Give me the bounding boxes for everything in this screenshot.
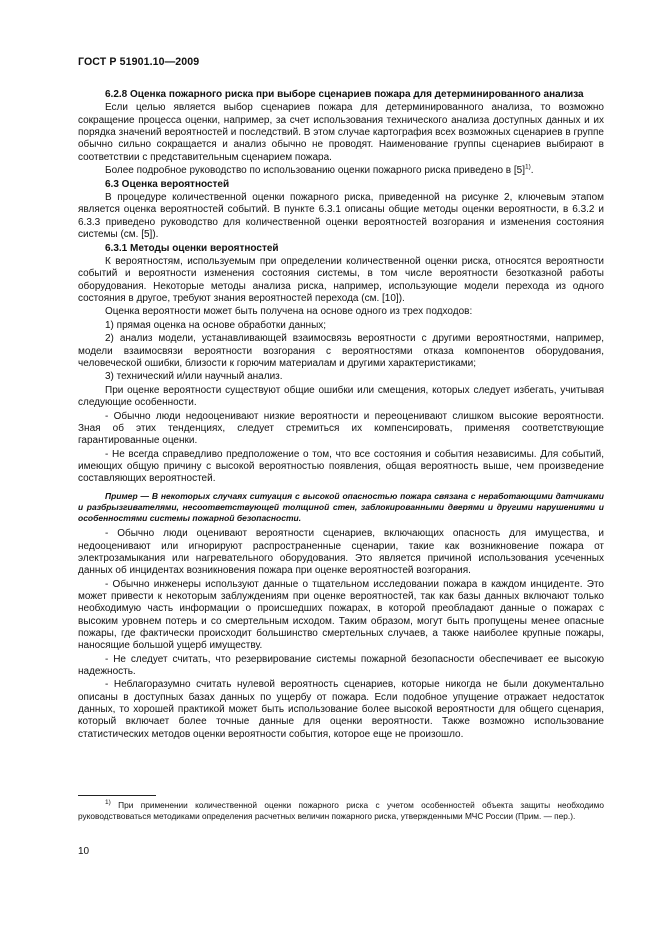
paragraph: В процедуре количественной оценки пожарного риска, приведенной на рисунке 2, ключевым этапом является оценка вероятностей событий. В пункте 6.3.1 описаны общие методы оценки вероятности, в 6.3.2 и 6.3.3 приведено руководство для количественной оценки вероятностей возгорания и изменения состояния системы (см. [5]). (78, 192, 604, 241)
dash-item: - Обычно инженеры используют данные о тщательном исследовании пожара в каждом инциденте. Это может привести к некоторым заблуждениям при оценке вероятностей, так как базы данных включают только необходимую часть информации о происшедших пожарах, в которой преобладают данные о пожарах с высоким уровнем потерь и со смертельным исходом. Таким образом, могут быть пропущены менее опасные пожары, где фактически происходит большинство смертельных случаев, а также наиболее крупные пожары, наносящие большой ущерб имуществу. (78, 578, 604, 652)
list-item: 2) анализ модели, устанавливающей взаимосвязь вероятности с другими вероятностями, например, модели взаимосвязи вероятности возгорания с вероятностями отказа компонентов оборудования, человеческой ошибки, близости к горючим материалам и другими характеристиками; (78, 333, 604, 369)
page-number: 10 (78, 846, 90, 857)
section-heading-6-2-8: 6.2.8 Оценка пожарного риска при выборе сценариев пожара для детерминированного анализа (105, 89, 584, 100)
dash-item: - Не всегда справедливо предположение о том, что все состояния и события независимы. Для событий, имеющих общую причину с высокой вероятностью появления, общая вероятность выше, чем произведение составляющих вероятностей. (78, 448, 604, 485)
document-header: ГОСТ Р 51901.10—2009 (78, 56, 200, 68)
list-item: 1) прямая оценка на основе обработки данных; (105, 319, 327, 331)
dash-item: - Неблагоразумно считать нулевой вероятность сценариев, которые никогда не были документально описаны в доступных базах данных по ущербу от пожара. Если подобное упущение отражает недостаток данных, то хорошей практикой может быть использование более высокой вероятности для общего сценария, который включает более точные данные для оценки вероятности. Также возможно использование статистических методов оценки вероятности события, которое еще не произошло. (78, 679, 604, 740)
list-item: 3) технический и/или научный анализ. (105, 371, 283, 383)
dash-item: - Обычно люди недооценивают низкие вероятности и переоценивают слишком высокие вероятности. Зная об этих тенденциях, следует стремиться их компенсировать, применяя соответствующие гарантированные оценки. (78, 410, 604, 447)
footnote-text: При применении количественной оценки пожарного риска с учетом особенностей объекта защиты необходимо руководствоваться методиками определения расчетных величин пожарного риска, утвержденными МЧС России (Прим. — пер.). (78, 800, 604, 822)
paragraph-text: Более подробное руководство по использованию оценки пожарного риска приведено в [5] (105, 165, 526, 177)
dash-item: - Обычно люди оценивают вероятности сценариев, включающих опасность для имущества, и недооценивают или игнорируют распространенные сценарии, такие как возникновение пожара от электрозамыкания или нагревательного оборудования. Это является причиной использования усеченных данных об инцидентах возникновения пожара при оценке вероятностей возгорания. (78, 528, 604, 577)
footnote-ref: 1) (525, 163, 531, 171)
section-heading-6-3-1: 6.3.1 Методы оценки вероятностей (105, 242, 279, 254)
footnote (78, 800, 604, 822)
paragraph: Оценка вероятности может быть получена на основе одного из трех подходов: (105, 306, 473, 318)
dash-item: - Не следует считать, что резервирование системы пожарной безопасности обеспечивает ее высокую надежность. (78, 653, 604, 677)
example-note: Пример — В некоторых случаях ситуация с высокой опасностью пожара связана с неработающими датчиками и разбрызгивателями, несоответствующей толщиной стен, заблокированными дверями и другими нарушениями и особенностями системы пожарной безопасности. (78, 490, 604, 524)
footnote-mark: 1) (105, 799, 111, 807)
document-body (78, 89, 604, 742)
paragraph: Если целью является выбор сценариев пожара для детерминированного анализа, то возможно сокращение процесса оценки, например, за счет использования технического анализа доступных данных и их порядка значений вероятностей и последствий. В этом случае картография всех возможных сценариев в группе обычно сильно сокращается и анализ обычно не проводят. Наименование группы сценариев выбирают в соответствии с представительным сценарием пожара. (78, 102, 604, 163)
section-heading-6-3: 6.3 Оценка вероятностей (105, 178, 230, 190)
paragraph-end: . (530, 165, 534, 177)
footnote-separator (78, 795, 156, 796)
paragraph-with-footnote (78, 165, 604, 177)
paragraph: К вероятностям, используемым при определении количественной оценки риска, относятся вероятности событий и вероятности изменения состояния системы, в том числе вероятности безотказной работы оборудования. Некоторые методы анализа риска, например, использующие модели перехода из одного состояния в другое, требуют знания вероятностей перехода (см. [10]). (78, 255, 604, 304)
paragraph: При оценке вероятности существуют общие ошибки или смещения, которых следует избегать, учитывая следующие особенности. (78, 384, 604, 409)
